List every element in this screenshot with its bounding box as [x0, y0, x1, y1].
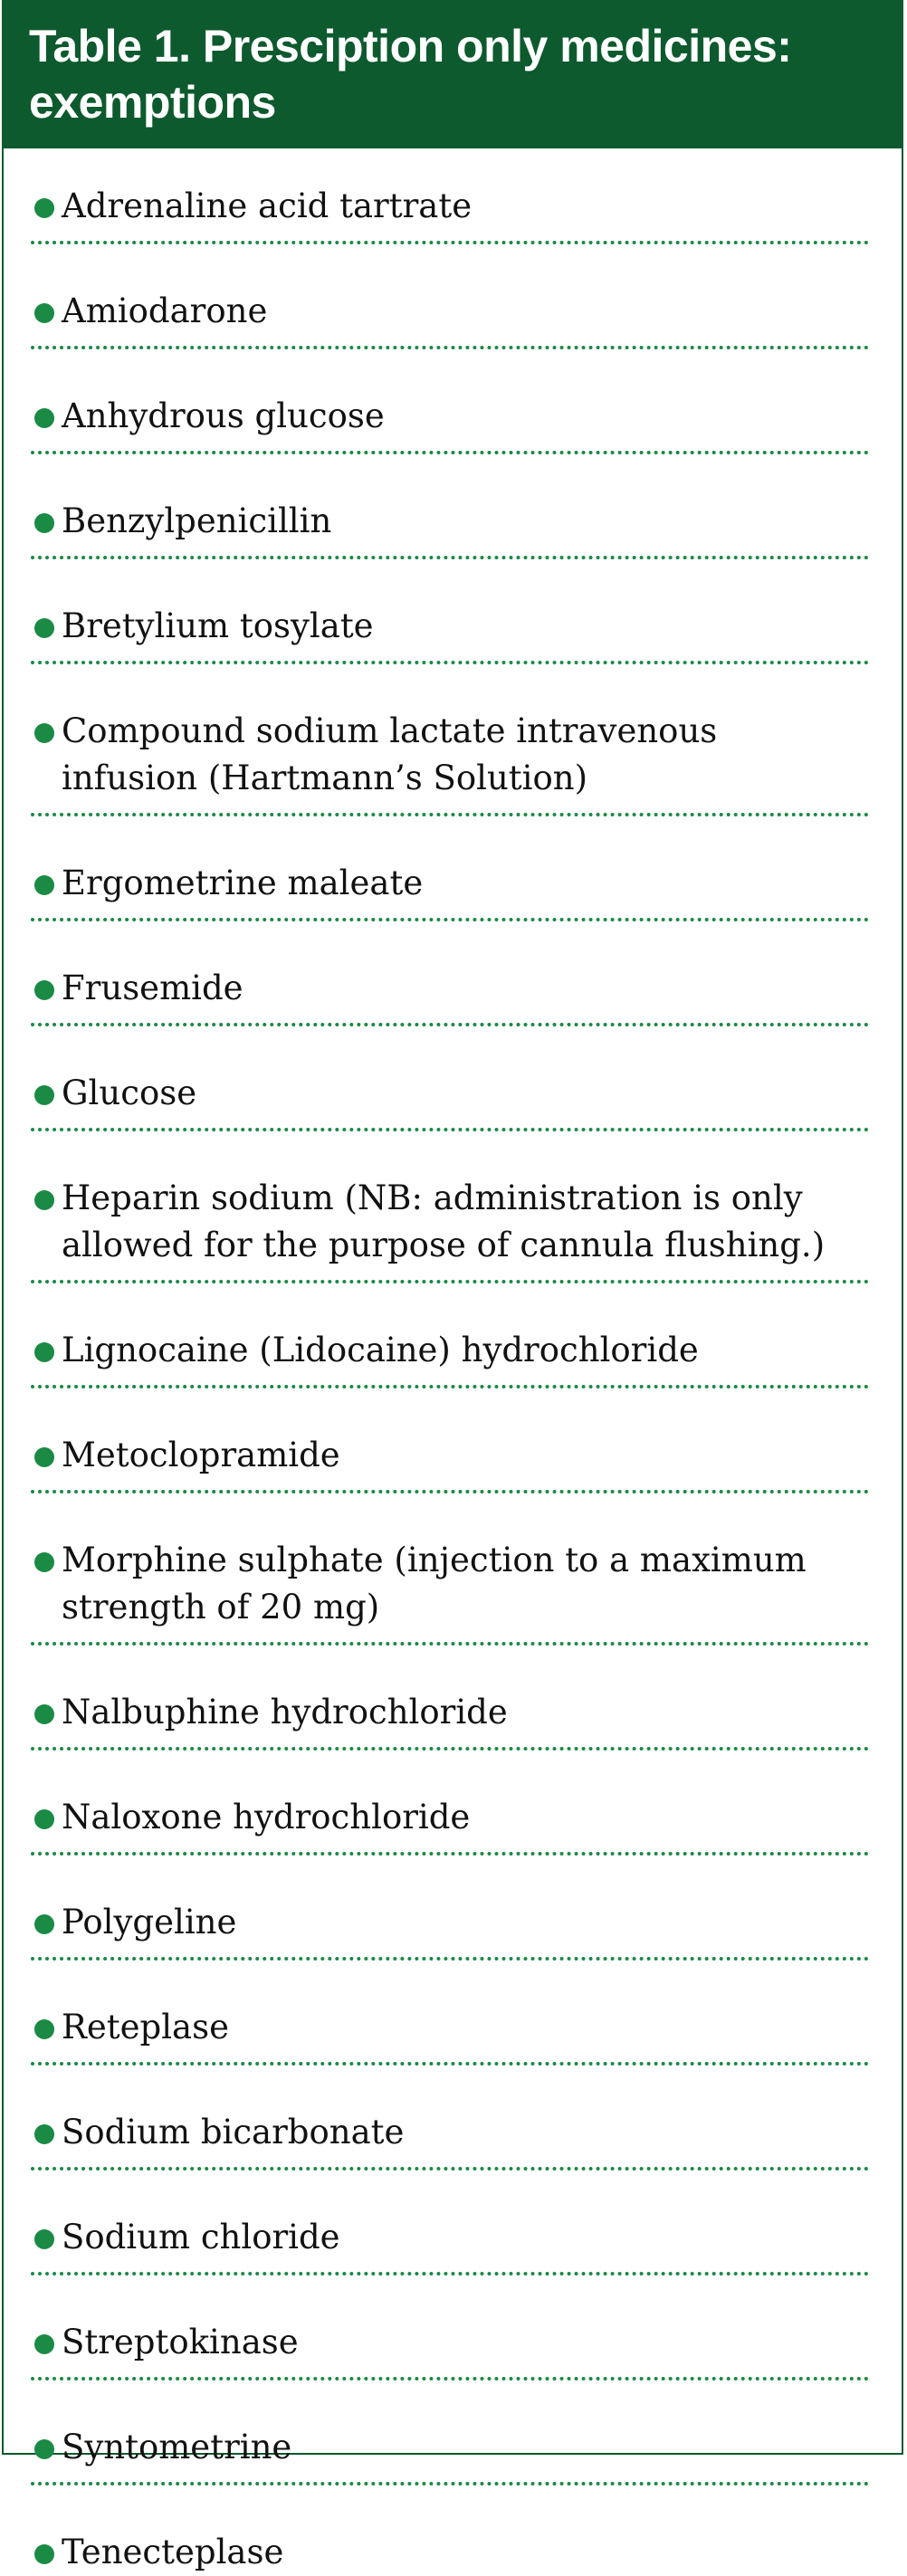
bullet-icon	[34, 1085, 54, 1105]
dotted-divider	[31, 1957, 869, 1961]
list-item-text: Anhydrous glucose	[62, 396, 385, 435]
table-title	[4, 2, 902, 148]
dotted-divider	[31, 556, 869, 559]
bullet-icon	[34, 1914, 54, 1934]
list-item-text: Benzylpenicillin	[62, 501, 332, 540]
list-item-text: Glucose	[62, 1073, 197, 1112]
bullet-icon	[34, 303, 54, 323]
bullet-icon	[34, 2439, 54, 2459]
dotted-divider	[31, 1642, 869, 1646]
list-item-text: Amiodarone	[62, 291, 268, 330]
bullet-icon	[34, 1447, 54, 1467]
list-item	[4, 1899, 902, 1946]
list-item-text: Metoclopramide	[62, 1436, 340, 1474]
dotted-divider	[31, 451, 869, 454]
list-item	[4, 1070, 902, 1117]
list-item	[4, 603, 902, 650]
bullet-icon	[34, 2544, 54, 2564]
dotted-divider	[31, 1490, 869, 1493]
bullet-icon	[34, 198, 54, 218]
list-item-text: Heparin sodium (NB: administration is only	[62, 1178, 803, 1217]
list-item-text: strength of 20 mg)	[62, 1588, 380, 1627]
list-item	[4, 2424, 902, 2471]
list-item-text: Nalbuphine hydrochloride	[62, 1693, 508, 1732]
bullet-icon	[34, 1190, 54, 1210]
list-item	[4, 498, 902, 545]
dotted-divider	[31, 813, 869, 816]
list-item-text: Syntometrine	[62, 2428, 292, 2466]
list-item-text: Lignocaine (Lidocaine) hydrochloride	[62, 1331, 699, 1369]
list-item	[4, 2004, 902, 2051]
dotted-divider	[31, 1385, 869, 1388]
bullet-icon	[34, 1342, 54, 1362]
dotted-divider	[31, 2377, 869, 2380]
dotted-divider	[31, 2272, 869, 2275]
medicine-list	[4, 183, 902, 2576]
list-item	[4, 2109, 902, 2156]
list-item-text: Sodium chloride	[62, 2218, 340, 2256]
table-title-line-1: Table 1. Presciption only medicines:	[29, 21, 792, 72]
bullet-icon	[34, 1552, 54, 1572]
bullet-icon	[34, 2334, 54, 2354]
list-item-text: allowed for the purpose of cannula flushing.)	[62, 1226, 826, 1264]
list-item-text: infusion (Hartmann’s Solution)	[62, 758, 588, 797]
bullet-icon	[34, 618, 54, 638]
bullet-icon	[34, 980, 54, 1000]
dotted-divider	[31, 2167, 869, 2171]
dotted-divider	[31, 1852, 869, 1856]
bullet-icon	[34, 723, 54, 743]
dotted-divider	[31, 1280, 869, 1283]
bullet-icon	[34, 2019, 54, 2039]
dotted-divider	[31, 918, 869, 921]
list-item-text: Streptokinase	[62, 2323, 299, 2361]
list-item	[4, 1689, 902, 1736]
bullet-icon	[34, 1704, 54, 1724]
dotted-divider	[31, 346, 869, 349]
list-item-text: Reteplase	[62, 2008, 229, 2046]
bullet-icon	[34, 1809, 54, 1829]
list-item	[4, 708, 902, 802]
list-item	[4, 1537, 902, 1631]
list-item-text: Bretylium tosylate	[62, 606, 374, 645]
list-item	[4, 965, 902, 1012]
list-item	[4, 860, 902, 907]
dotted-divider	[31, 241, 869, 244]
list-item	[4, 1327, 902, 1374]
bullet-icon	[34, 2124, 54, 2144]
dotted-divider	[31, 1023, 869, 1026]
bullet-icon	[34, 408, 54, 428]
bullet-icon	[34, 875, 54, 895]
list-item	[4, 1175, 902, 1269]
dotted-divider	[31, 1128, 869, 1131]
dotted-divider	[31, 2482, 869, 2485]
list-item	[4, 393, 902, 440]
dotted-divider	[31, 2062, 869, 2066]
list-item-text: Adrenaline acid tartrate	[62, 186, 473, 225]
list-item	[4, 1794, 902, 1841]
list-item	[4, 2529, 902, 2576]
list-item-text: Naloxone hydrochloride	[62, 1798, 471, 1837]
bullet-icon	[34, 2229, 54, 2249]
bullet-icon	[34, 513, 54, 533]
list-item-text: Compound sodium lactate intravenous	[62, 711, 718, 750]
list-item-text: Morphine sulphate (injection to a maximum	[62, 1541, 807, 1579]
dotted-divider	[31, 1747, 869, 1751]
exemptions-table	[2, 0, 903, 2571]
list-item-text: Polygeline	[62, 1903, 237, 1942]
list-item-text: Tenecteplase	[62, 2533, 284, 2571]
list-item-text: Frusemide	[62, 968, 243, 1007]
list-item-text: Sodium bicarbonate	[62, 2113, 405, 2151]
list-item	[4, 288, 902, 335]
dotted-divider	[31, 661, 869, 664]
list-item	[4, 2214, 902, 2261]
table-title-line-2: exemptions	[29, 77, 276, 128]
list-item	[4, 183, 902, 230]
list-item	[4, 1432, 902, 1479]
list-item-text: Ergometrine maleate	[62, 863, 424, 902]
list-item	[4, 2319, 902, 2366]
